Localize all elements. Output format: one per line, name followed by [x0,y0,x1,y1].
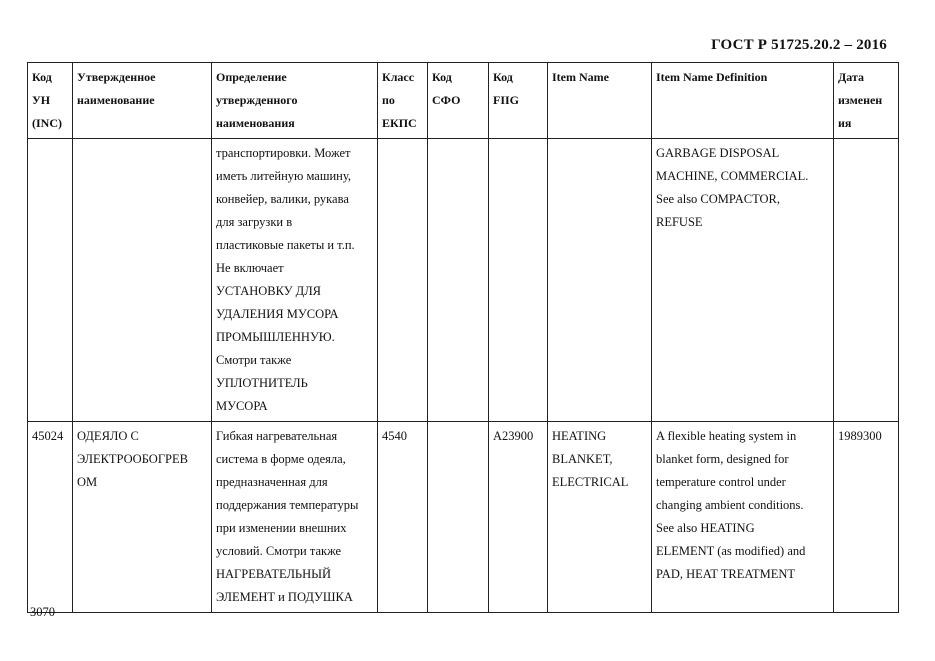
cell-text-line: иметь литейную машину, [216,169,351,183]
cell-text-line: Класс [382,70,415,84]
cell-text-line: транспортировки. Может [216,146,351,160]
header-item-name-definition [652,63,834,139]
cell-text-line: пластиковые пакеты и т.п. [216,238,355,252]
cell-text-line: ия [838,116,852,130]
cell-text-line: СФО [432,93,461,107]
cell-class-ekps [378,139,428,422]
cell-text-line: REFUSE [656,215,703,229]
cell-text-line: A23900 [493,429,534,443]
cell-text-line: Код [32,70,52,84]
cell-text-line: НАГРЕВАТЕЛЬНЫЙ [216,567,332,581]
cell-text-line: Item Name Definition [656,70,768,84]
cell-text-line: утвержденного [216,93,298,107]
cell-text-line: поддержания температуры [216,498,359,512]
cell-code-sfo [428,422,489,613]
cell-text-line: ЕКПС [382,116,417,130]
page-number: 3070 [30,605,55,619]
cell-text-line: Утвержденное [77,70,156,84]
cell-text-line: ОМ [77,475,98,489]
header-class-ekps [378,63,428,139]
cell-text-line: ELECTRICAL [552,475,629,489]
cell-text-line: УДАЛЕНИЯ МУСОРА [216,307,339,321]
cell-text-line: изменен [838,93,883,107]
header-definition [212,63,378,139]
cell-text-line: PAD, HEAT TREATMENT [656,567,796,581]
cell-text-line: See also COMPACTOR, [656,192,780,206]
document-standard-header: ГОСТ Р 51725.20.2 – 2016 [711,37,887,53]
cell-text-line: Код [432,70,452,84]
cell-text-line: наименование [77,93,155,107]
header-code-sfo [428,63,489,139]
catalog-table [27,62,899,613]
cell-text-line: предназначенная для [216,475,328,489]
table-row [28,422,899,613]
cell-text-line: УПЛОТНИТЕЛЬ [216,376,308,390]
cell-text-line: ПРОМЫШЛЕННУЮ. [216,330,335,344]
cell-text-line: ЭЛЕМЕНТ и ПОДУШКА [216,590,353,604]
cell-text-line: changing ambient conditions. [656,498,804,512]
cell-approved-name [73,139,212,422]
cell-text-line: HEATING [552,429,607,443]
cell-code-sfo [428,139,489,422]
header-approved-name [73,63,212,139]
cell-text-line: конвейер, валики, рукава [216,192,349,206]
cell-text-line: наименования [216,116,295,130]
cell-text-line: система в форме одеяла, [216,452,346,466]
header-code-fiig [489,63,548,139]
table-header-row [28,63,899,139]
table-row [28,139,899,422]
cell-text-line: Смотри также [216,353,292,367]
cell-text-line: (INC) [32,116,62,130]
cell-text-line: 4540 [382,429,407,443]
cell-text-line: при изменении внешних [216,521,347,535]
header-item-name [548,63,652,139]
cell-text-line: BLANKET, [552,452,613,466]
cell-code-fiig [489,139,548,422]
cell-item-name [548,422,652,613]
cell-text-line: Гибкая нагревательная [216,429,338,443]
cell-text-line: 1989300 [838,429,882,443]
cell-definition [212,139,378,422]
cell-item-name-definition [652,422,834,613]
cell-text-line: МУСОРА [216,399,268,413]
cell-text-line: условий. Смотри также [216,544,342,558]
cell-text-line: УСТАНОВКУ ДЛЯ [216,284,322,298]
cell-text-line: Item Name [552,70,609,84]
cell-item-name [548,139,652,422]
header-code-inc [28,63,73,139]
cell-code-inc [28,139,73,422]
cell-text-line: ОДЕЯЛО С [77,429,139,443]
cell-text-line: FIIG [493,93,520,107]
cell-text-line: Код [493,70,513,84]
cell-text-line: GARBAGE DISPOSAL [656,146,780,160]
cell-text-line: blanket form, designed for [656,452,789,466]
cell-text-line: MACHINE, COMMERCIAL. [656,169,809,183]
cell-item-name-definition [652,139,834,422]
cell-text-line: Дата [838,70,864,84]
header-change-date [834,63,899,139]
cell-text-line: Не включает [216,261,284,275]
cell-text-line: для загрузки в [216,215,293,229]
cell-code-fiig [489,422,548,613]
cell-code-inc [28,422,73,613]
cell-text-line: ELEMENT (as modified) and [656,544,806,558]
cell-approved-name [73,422,212,613]
cell-text-line: A flexible heating system in [656,429,797,443]
cell-change-date [834,139,899,422]
cell-definition [212,422,378,613]
cell-text-line: по [382,93,395,107]
cell-text-line: УН [32,93,51,107]
cell-change-date [834,422,899,613]
cell-text-line: See also HEATING [656,521,755,535]
cell-text-line: ЭЛЕКТРООБОГРЕВ [77,452,188,466]
cell-text-line: Определение [216,70,287,84]
cell-class-ekps [378,422,428,613]
cell-text-line: temperature control under [656,475,786,489]
cell-text-line: 45024 [32,429,64,443]
